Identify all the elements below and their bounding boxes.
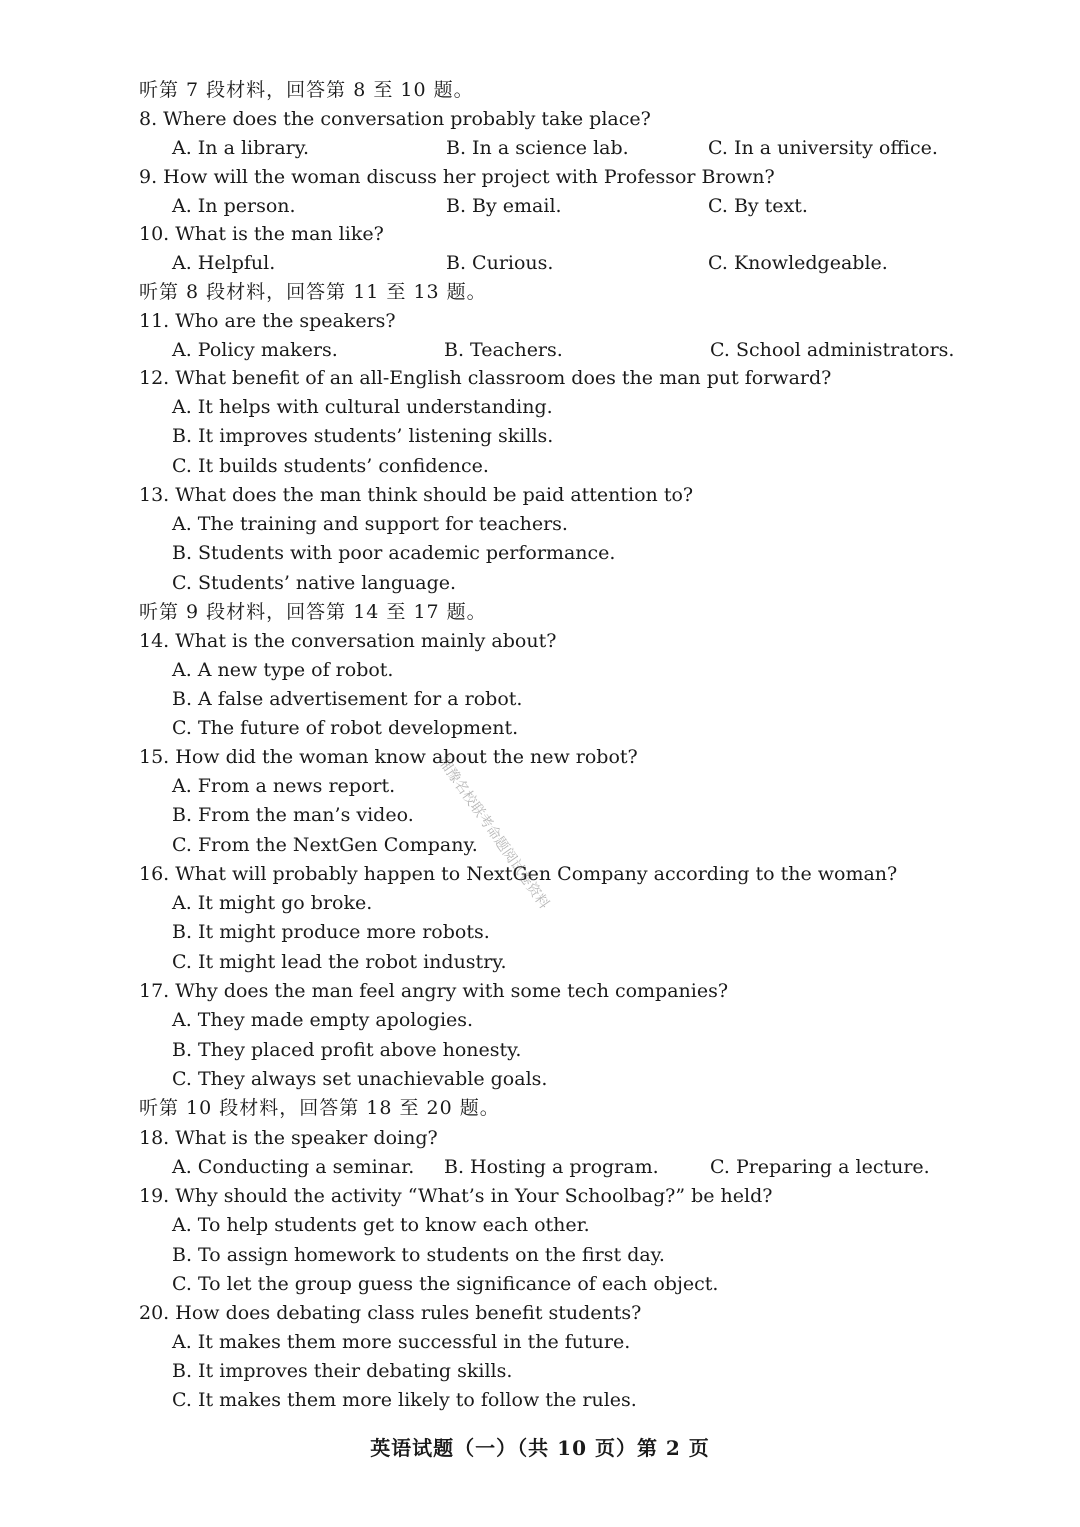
option-12b: B. It improves students’ listening skills.: [172, 425, 554, 447]
option-12c: C. It builds students’ confidence.: [172, 455, 489, 477]
option-20a: A. It makes them more successful in the future.: [172, 1331, 631, 1353]
section-heading: 听第 7 段材料，回答第 8 至 10 题。: [139, 79, 474, 101]
option-9c: C. By text.: [708, 195, 808, 217]
options-row-8: [172, 135, 972, 161]
option-11c: C. School administrators.: [710, 339, 955, 361]
option-10b: B. Curious.: [446, 252, 554, 274]
option-15a: A. From a news report.: [172, 775, 396, 797]
option-10a: A. Helpful.: [172, 252, 276, 274]
watermark: 湘豫名校联考命题阅试卷资料: [434, 753, 552, 912]
option-18c: C. Preparing a lecture.: [710, 1156, 930, 1178]
question-13: 13. What does the man think should be paid attention to?: [139, 484, 694, 506]
question-17: 17. Why does the man feel angry with some tech companies?: [139, 980, 729, 1002]
question-20: 20. How does debating class rules benefit students?: [139, 1302, 642, 1324]
question-16: 16. What will probably happen to NextGen Company according to the woman?: [139, 863, 898, 885]
option-20b: B. It improves their debating skills.: [172, 1360, 513, 1382]
question-12: 12. What benefit of an all-English classroom does the man put forward?: [139, 367, 832, 389]
option-18b: B. Hosting a program.: [444, 1156, 659, 1178]
options-row-9: [172, 193, 972, 219]
option-14a: A. A new type of robot.: [172, 659, 394, 681]
option-15b: B. From the man’s video.: [172, 804, 414, 826]
option-14b: B. A false advertisement for a robot.: [172, 688, 523, 710]
question-8: 8. Where does the conversation probably take place?: [139, 108, 651, 130]
option-15c: C. From the NextGen Company.: [172, 834, 478, 856]
option-17c: C. They always set unachievable goals.: [172, 1068, 548, 1090]
option-10c: C. Knowledgeable.: [708, 252, 888, 274]
options-row-18: [172, 1154, 972, 1180]
option-17a: A. They made empty apologies.: [172, 1009, 474, 1031]
question-10: 10. What is the man like?: [139, 223, 384, 245]
section-heading: 听第 9 段材料，回答第 14 至 17 题。: [139, 601, 487, 623]
page-footer: 英语试题（一）（共 10 页）第 2 页: [370, 1436, 710, 1460]
option-19b: B. To assign homework to students on the first day.: [172, 1244, 665, 1266]
option-17b: B. They placed profit above honesty.: [172, 1039, 522, 1061]
option-8a: A. In a library.: [172, 137, 310, 159]
option-18a: A. Conducting a seminar.: [172, 1156, 415, 1178]
option-13c: C. Students’ native language.: [172, 572, 457, 594]
option-13b: B. Students with poor academic performance.: [172, 542, 616, 564]
option-19c: C. To let the group guess the significance of each object.: [172, 1273, 719, 1295]
option-11a: A. Policy makers.: [172, 339, 338, 361]
question-15: 15. How did the woman know about the new robot?: [139, 746, 638, 768]
section-heading: 听第 10 段材料，回答第 18 至 20 题。: [139, 1097, 500, 1119]
option-9a: A. In person.: [172, 195, 296, 217]
question-14: 14. What is the conversation mainly about?: [139, 630, 557, 652]
option-16b: B. It might produce more robots.: [172, 921, 490, 943]
option-9b: B. By email.: [446, 195, 562, 217]
option-13a: A. The training and support for teachers.: [172, 513, 568, 535]
option-8c: C. In a university office.: [708, 137, 938, 159]
question-18: 18. What is the speaker doing?: [139, 1127, 438, 1149]
option-16c: C. It might lead the robot industry.: [172, 951, 507, 973]
options-row-10: [172, 250, 972, 276]
option-16a: A. It might go broke.: [172, 892, 373, 914]
option-19a: A. To help students get to know each other.: [172, 1214, 590, 1236]
option-20c: C. It makes them more likely to follow the rules.: [172, 1389, 637, 1411]
option-12a: A. It helps with cultural understanding.: [172, 396, 553, 418]
question-19: 19. Why should the activity “What’s in Your Schoolbag?” be held?: [139, 1185, 773, 1207]
section-heading: 听第 8 段材料，回答第 11 至 13 题。: [139, 281, 487, 303]
options-row-11: [172, 337, 972, 363]
question-9: 9. How will the woman discuss her project with Professor Brown?: [139, 166, 775, 188]
question-11: 11. Who are the speakers?: [139, 310, 396, 332]
option-8b: B. In a science lab.: [446, 137, 629, 159]
option-14c: C. The future of robot development.: [172, 717, 519, 739]
option-11b: B. Teachers.: [444, 339, 563, 361]
